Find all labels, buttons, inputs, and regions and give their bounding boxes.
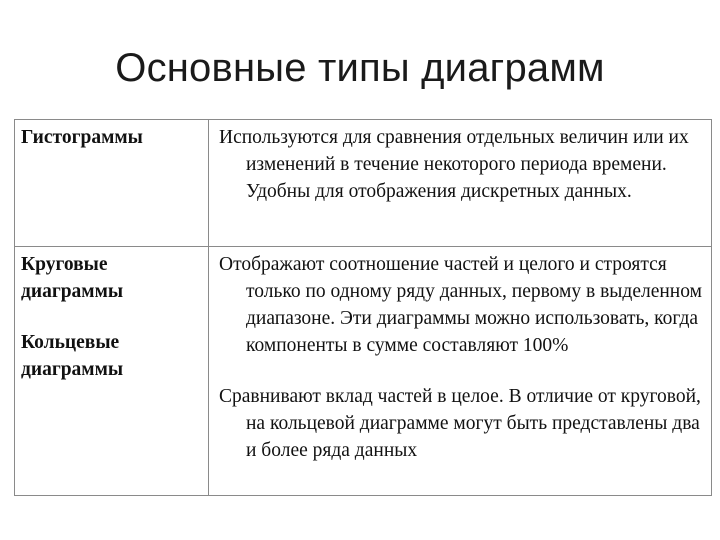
chart-type-description-histogram: Используются для сравнения отдельных величин или их изменений в течение некоторого периода времени. Удобны для отображения дискретных данных. bbox=[219, 127, 689, 202]
table-cell-desc-histogram bbox=[209, 120, 712, 247]
table-row-pie-and-ring bbox=[15, 247, 712, 496]
table-cell-name-pie-and-ring bbox=[15, 247, 209, 496]
chart-type-name-pie: Круговые диаграммы bbox=[21, 254, 124, 302]
table-cell-name-histogram bbox=[15, 120, 209, 247]
chart-types-table bbox=[14, 119, 712, 496]
slide-title: Основные типы диаграмм bbox=[115, 46, 605, 90]
chart-type-description-pie: Отображают соотношение частей и целого и строятся только по одному ряду данных, первому в выделенном диапазоне. Эти диаграммы можно использовать, когда компоненты в сумме составляют 100% bbox=[219, 254, 702, 356]
chart-type-name-ring: Кольцевые диаграммы bbox=[21, 332, 124, 380]
table-cell-desc-pie-and-ring bbox=[209, 247, 712, 496]
table-row-histogram bbox=[15, 120, 712, 247]
chart-type-description-ring: Сравнивают вклад частей в целое. В отличие от круговой, на кольцевой диаграмме могут быть представлены два и более ряда данных bbox=[219, 386, 701, 461]
chart-type-name-histogram: Гистограммы bbox=[21, 127, 143, 148]
